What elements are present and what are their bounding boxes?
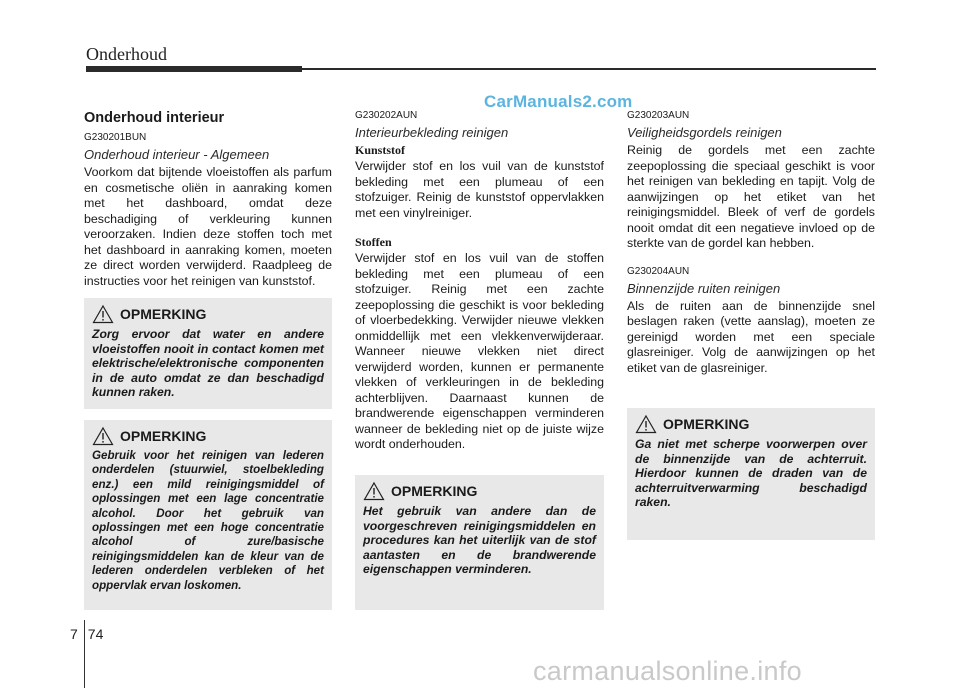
chapter-number: 7 <box>70 626 78 642</box>
subtitle-fabric: Stoffen <box>355 235 392 249</box>
header-rule-thin <box>302 68 876 70</box>
subtitle-plastic: Kunststof <box>355 143 406 157</box>
section-code: G230203AUN <box>627 110 690 121</box>
heading-interior-maintenance: Onderhoud interieur <box>84 110 225 126</box>
note-box <box>627 408 875 540</box>
note-text: Het gebruik van andere dan de voorgeschreven reinigingsmiddelen en procedures kan het uiterlijk van de stof aantasten en de brandwerende eigenschappen verminderen. <box>363 504 596 577</box>
page-number-value: 74 <box>87 626 104 642</box>
subheading-upholstery: Interieurbekleding reinigen <box>355 125 509 140</box>
subheading-seatbelts: Veiligheidsgordels reinigen <box>627 125 782 140</box>
column-2 <box>355 110 604 467</box>
paragraph-windows: Als de ruiten aan de binnenzijde snel beslagen raken (vette aanslag), moeten ze gereinigd worden met een speciale glasreiniger. Volg de aanwijzingen op het etiket van de glasreiniger. <box>627 298 875 375</box>
paragraph-general: Voorkom dat bijtende vloeistoffen als parfum en cosmetische oliën in aanraking komen met het dashboard, omdat deze beschadiging of verkleuring kunnen veroorzaken. Indien deze stoffen toch met het dashboard in aanraking komen, moeten ze direct worden verwijderd. Raadpleeg de instructies voor het reinigen van kunststof. <box>84 165 332 288</box>
column-3 <box>627 110 875 390</box>
note-box <box>84 420 332 610</box>
note-title: OPMERKING <box>663 416 750 432</box>
subheading-windows: Binnenzijde ruiten reinigen <box>627 280 781 296</box>
section-code: G230201BUN <box>84 132 147 143</box>
note-box <box>355 475 604 610</box>
note-header <box>635 414 867 434</box>
section-title: Onderhoud <box>86 44 167 64</box>
paragraph-seatbelts: Reinig de gordels met een zachte zeepoplossing die speciaal geschikt is voor het reinigen van bekleding en tapijt. Volg de aanwijzingen op het etiket van het reinigingsmiddel. Bleek of verf de gordels nooit omdat dit een negatieve invloed op de sterkte van de gordel kan hebben. <box>627 143 875 250</box>
note-box <box>84 298 332 409</box>
warning-triangle-icon <box>92 304 114 324</box>
note-text: Zorg ervoor dat water en andere vloeistoffen nooit in contact komen met elektrische/elektronische componenten in de auto omdat ze dan beschadigd kunnen raken. <box>92 327 324 400</box>
note-title: OPMERKING <box>120 306 207 322</box>
warning-triangle-icon <box>92 426 114 446</box>
note-text: Gebruik voor het reinigen van lederen onderdelen (stuurwiel, stoelbekleding enz.) een mild reinigingsmiddel of oplossingen met een lage concentratie alcohol. Door het gebruik van oplossingen met een hoge concentratie alcohol of zure/basische reinigingsmiddelen kan de kleur van de lederen onderdelen verbleken of het oppervlak ervan loskomen. <box>92 449 324 592</box>
page-number <box>70 626 103 642</box>
watermark-bottom[interactable]: carmanualsonline.info <box>533 656 802 686</box>
warning-triangle-icon <box>635 414 657 434</box>
paragraph-plastic: Verwijder stof en los vuil van de kunststof bekleding met een plumeau of een stofzuiger. Reinig de kunststof oppervlakken met een vinylreiniger. <box>355 159 604 220</box>
paragraph-fabric: Verwijder stof en los vuil van de stoffen bekleding met een plumeau of een stofzuiger. Reinig met een zachte zeepoplossing die geschikt is voor bekleding of vloerbedekking. Verwijder nieuwe vlekken onmiddellijk met een vlekkenverwijderaar. Wanneer nieuwe vlekken niet direct verwijderd worden, kunnen er permanente vlekken of verkleuringen in de bekleding achterblijven. Daarnaast kunnen de brandwerende eigenschappen verminderen wanneer de bekleding niet op de juiste wijze wordt onderhouden. <box>355 251 604 451</box>
section-code: G230204AUN <box>627 265 690 277</box>
warning-triangle-icon <box>363 481 385 501</box>
note-header <box>92 304 324 324</box>
note-header <box>92 426 324 446</box>
header-rule <box>86 66 876 72</box>
column-1 <box>84 110 332 303</box>
watermark-top[interactable]: CarManuals2.com <box>484 92 633 111</box>
section-code: G230202AUN <box>355 110 418 121</box>
note-header <box>363 481 596 501</box>
note-title: OPMERKING <box>391 483 478 499</box>
header-rule-thick <box>86 66 302 72</box>
note-title: OPMERKING <box>120 428 207 444</box>
subheading-general: Onderhoud interieur - Algemeen <box>84 147 270 162</box>
page-separator <box>84 620 85 688</box>
note-text: Ga niet met scherpe voorwerpen over de binnenzijde van de achterruit. Hierdoor kunnen de draden van de achterruitverwarming beschadigd raken. <box>635 437 867 510</box>
